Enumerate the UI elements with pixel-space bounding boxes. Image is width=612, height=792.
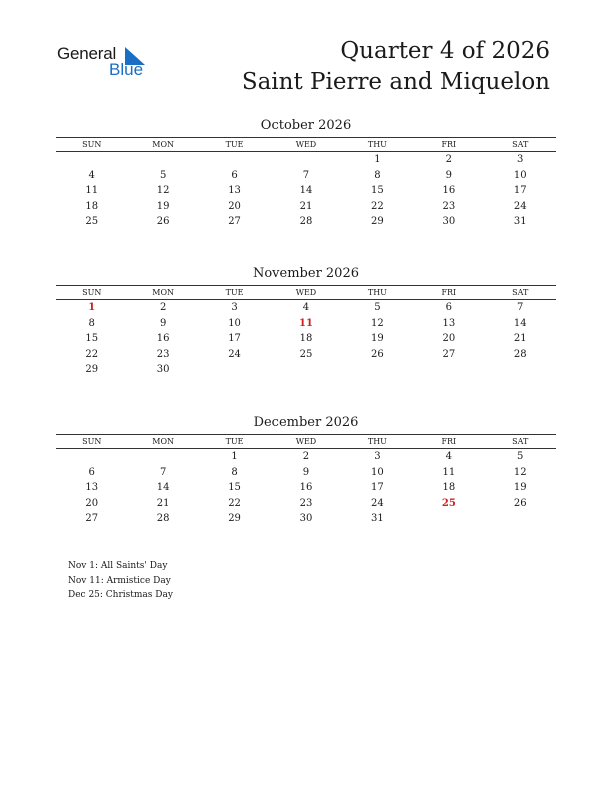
day-cell: 9 [445,169,452,181]
day-cell: 2 [445,154,452,165]
day-cell: 3 [231,302,238,313]
day-cell: 6 [231,169,238,181]
day-cell: 6 [445,302,452,313]
week-row [56,331,556,347]
day-cell: 8 [88,317,95,329]
weekday-header [56,137,556,152]
day-cell: 2 [159,302,167,313]
day-cell: 3 [517,154,524,165]
day-cell: 9 [159,317,167,329]
day-cell: 30 [442,216,456,228]
day-cell: 4 [445,451,452,462]
day-cell: 19 [513,482,527,494]
holiday-day-cell: 11 [299,317,313,329]
day-cell: 1 [374,154,381,165]
day-cell: 24 [513,200,527,212]
week-row [56,300,556,316]
day-cell: 9 [302,466,310,478]
day-cell: 21 [299,200,313,212]
day-cell: 13 [228,185,241,197]
holiday-note: Nov 11: Armistice Day [68,575,171,586]
day-cell: 6 [88,466,95,478]
day-cell [199,152,270,168]
day-cell: 24 [228,348,241,360]
page-title [242,36,550,98]
weekday-label: SAT [512,288,529,297]
day-cell: 10 [513,169,527,181]
day-cell [127,449,198,465]
day-cell: 18 [299,333,313,345]
day-cell: 19 [371,333,384,345]
day-cell: 14 [513,317,527,329]
day-cell: 27 [442,348,456,360]
day-cell [270,362,341,378]
day-cell: 20 [228,200,241,212]
month-november [56,264,556,378]
weekday-label: THU [367,437,387,446]
month-title: December 2026 [253,415,359,430]
month-october [56,116,556,230]
day-cell: 28 [156,513,170,525]
day-cell [270,152,341,168]
month-title: November 2026 [252,266,359,281]
day-cell: 12 [371,317,384,329]
weekday-label: FRI [441,140,457,149]
day-cell: 26 [513,497,527,509]
day-cell: 14 [156,482,170,494]
day-cell: 8 [374,169,381,181]
day-cell: 20 [85,497,99,509]
day-cell: 5 [159,169,167,181]
day-cell [413,511,484,527]
day-cell: 26 [371,348,384,360]
day-cell: 15 [85,333,99,345]
day-cell: 27 [228,216,241,228]
weekday-label: TUE [225,140,244,149]
day-cell [127,152,198,168]
day-cell: 13 [442,317,456,329]
weekday-label: SUN [82,437,102,446]
weekday-label: MON [152,288,174,297]
day-cell: 10 [371,466,384,478]
day-cell: 7 [159,466,167,478]
day-cell: 26 [156,216,170,228]
weekday-label: SAT [512,437,529,446]
day-cell: 25 [85,216,99,228]
day-cell: 15 [371,185,384,197]
weekday-label: WED [295,288,317,297]
day-cell: 12 [156,185,170,197]
day-cell: 14 [299,185,313,197]
general-blue-logo [57,44,157,80]
week-row [56,183,556,199]
day-cell: 15 [228,482,241,494]
day-cell: 11 [85,185,99,197]
week-row [56,362,556,378]
weekday-label: MON [152,437,174,446]
day-cell: 8 [231,466,238,478]
week-row [56,347,556,363]
holiday-note: Dec 25: Christmas Day [68,590,173,601]
day-cell [485,362,556,378]
week-row [56,465,556,481]
week-row [56,511,556,527]
logo-general-text: General [57,44,117,63]
day-cell: 22 [85,348,99,360]
holiday-note: Nov 1: All Saints' Day [68,561,168,571]
day-cell: 12 [513,466,527,478]
day-cell: 28 [299,216,313,228]
day-cell [485,511,556,527]
day-cell: 16 [156,333,170,345]
month-december [56,413,556,527]
day-cell: 13 [85,482,99,494]
day-cell [342,362,413,378]
weekday-label: FRI [441,288,457,297]
week-row [56,214,556,230]
week-row [56,168,556,184]
title-quarter: Quarter 4 of 2026 [340,38,550,64]
day-cell: 5 [374,302,381,313]
day-cell: 10 [228,317,241,329]
holiday-notes [68,559,173,603]
day-cell: 4 [88,169,95,181]
holiday-day-cell: 25 [441,497,456,509]
weekday-header [56,285,556,300]
day-cell: 17 [228,333,241,345]
day-cell [199,362,270,378]
day-cell: 7 [302,169,310,181]
day-cell: 19 [156,200,170,212]
day-cell: 31 [513,216,527,228]
day-cell: 25 [299,348,313,360]
day-cell: 21 [156,497,170,509]
week-row [56,496,556,512]
day-cell: 22 [371,200,384,212]
week-row [56,449,556,465]
day-cell: 5 [517,451,524,462]
week-row [56,152,556,168]
day-cell: 20 [442,333,456,345]
weekday-label: WED [295,437,317,446]
logo-blue-text: Blue [109,60,144,79]
holiday-day-cell: 1 [88,302,96,313]
day-cell [56,152,127,168]
day-cell: 23 [156,348,170,360]
weekday-label: SAT [512,140,529,149]
day-cell: 29 [85,364,99,376]
month-title: October 2026 [260,118,352,133]
day-cell: 11 [442,466,456,478]
day-cell: 17 [371,482,384,494]
day-cell: 18 [85,200,99,212]
day-cell: 2 [302,451,310,462]
day-cell [413,362,484,378]
title-region: Saint Pierre and Miquelon [241,69,550,95]
day-cell: 28 [513,348,527,360]
week-row [56,316,556,332]
day-cell: 24 [371,497,384,509]
day-cell: 18 [442,482,456,494]
weekday-label: MON [152,140,174,149]
weekday-label: SUN [82,140,102,149]
day-cell: 22 [228,497,241,509]
day-cell: 29 [371,216,384,228]
day-cell: 3 [374,451,381,462]
weekday-label: WED [295,140,317,149]
weekday-label: TUE [225,437,244,446]
weekday-label: TUE [225,288,244,297]
day-cell: 4 [302,302,310,313]
day-cell: 29 [228,513,241,525]
day-cell: 7 [517,302,524,313]
weekday-label: FRI [441,437,457,446]
day-cell: 17 [513,185,527,197]
day-cell: 30 [299,513,313,525]
day-cell: 23 [442,200,456,212]
day-cell: 23 [299,497,313,509]
day-cell [56,449,127,465]
day-cell: 1 [231,451,238,462]
weekday-label: SUN [82,288,102,297]
weekday-header [56,434,556,449]
day-cell: 16 [442,185,456,197]
day-cell: 16 [299,482,313,494]
week-row [56,480,556,496]
day-cell: 31 [371,513,384,525]
day-cell: 27 [85,513,99,525]
weekday-label: THU [367,140,387,149]
week-row [56,199,556,215]
day-cell: 30 [156,364,170,376]
day-cell: 21 [513,333,527,345]
weekday-label: THU [367,288,387,297]
